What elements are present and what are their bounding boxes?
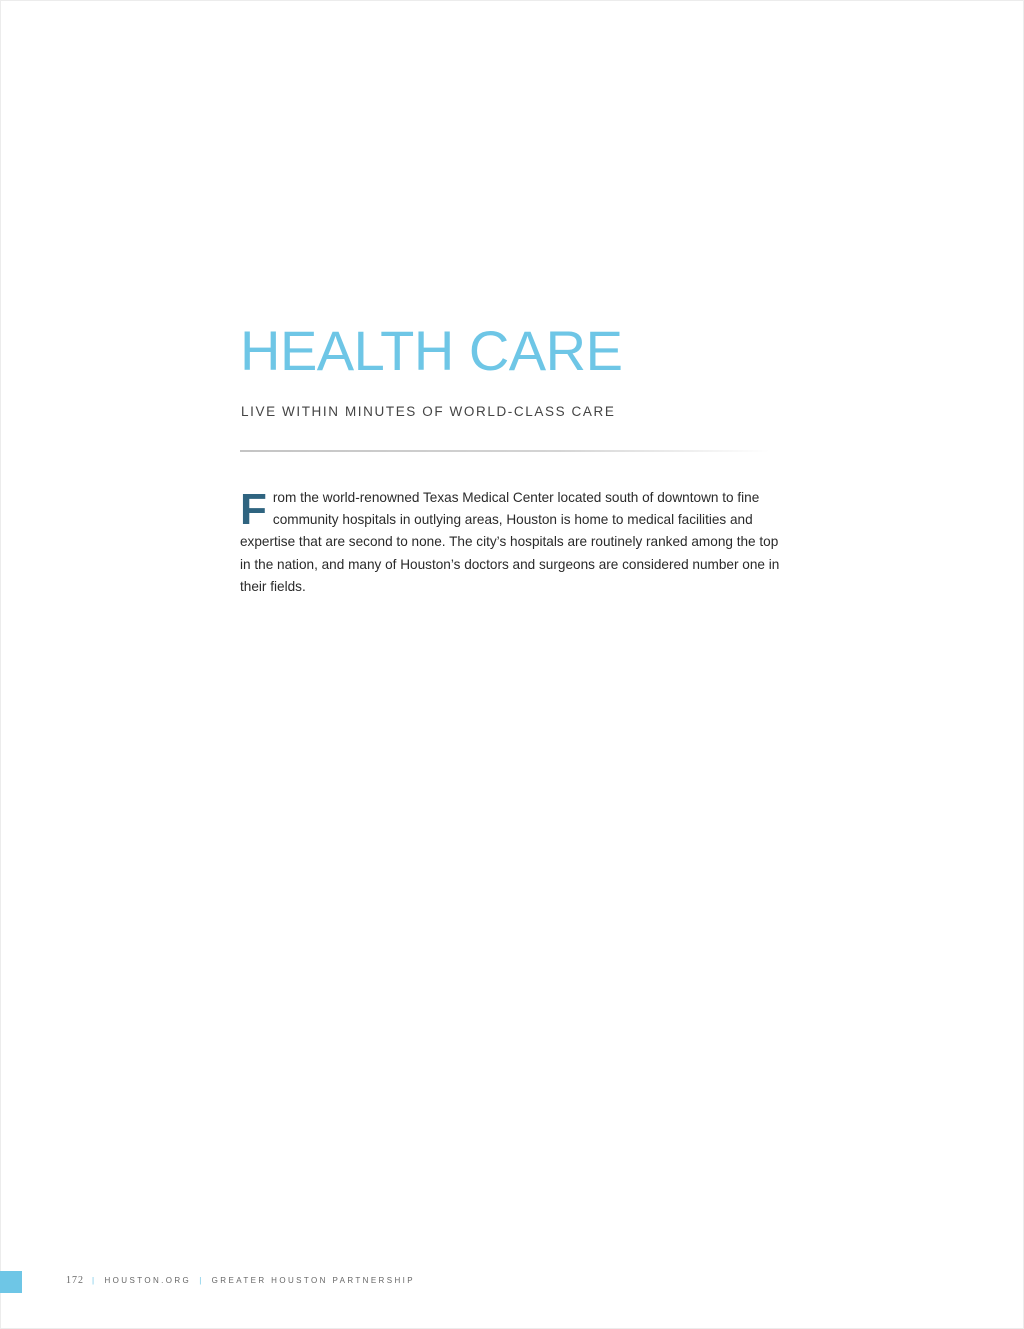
intro-paragraph-text: rom the world-renowned Texas Medical Center located south of downtown to fine community hospitals in outlying areas, Houston is home to medical facilities and expertise that are second to none. The city’s hospitals are routinely ranked among the top in the nation, and many of Houston’s doctors and surgeons are considered number one in their fields.: [240, 490, 780, 594]
footer: [66, 1275, 415, 1287]
section-subtitle: LIVE WITHIN MINUTES OF WORLD-CLASS CARE: [241, 404, 616, 419]
footer-organization: GREATER HOUSTON PARTNERSHIP: [211, 1276, 416, 1285]
drop-cap: F: [240, 485, 267, 534]
footer-separator: |: [199, 1276, 204, 1285]
page-number: 172: [66, 1275, 84, 1286]
section-title: HEALTH CARE: [240, 319, 623, 382]
footer-page-tab: [0, 1271, 22, 1293]
footer-separator: |: [92, 1276, 97, 1285]
footer-website: HOUSTON.ORG: [104, 1276, 192, 1285]
intro-paragraph: [240, 487, 780, 598]
divider: [240, 450, 770, 452]
